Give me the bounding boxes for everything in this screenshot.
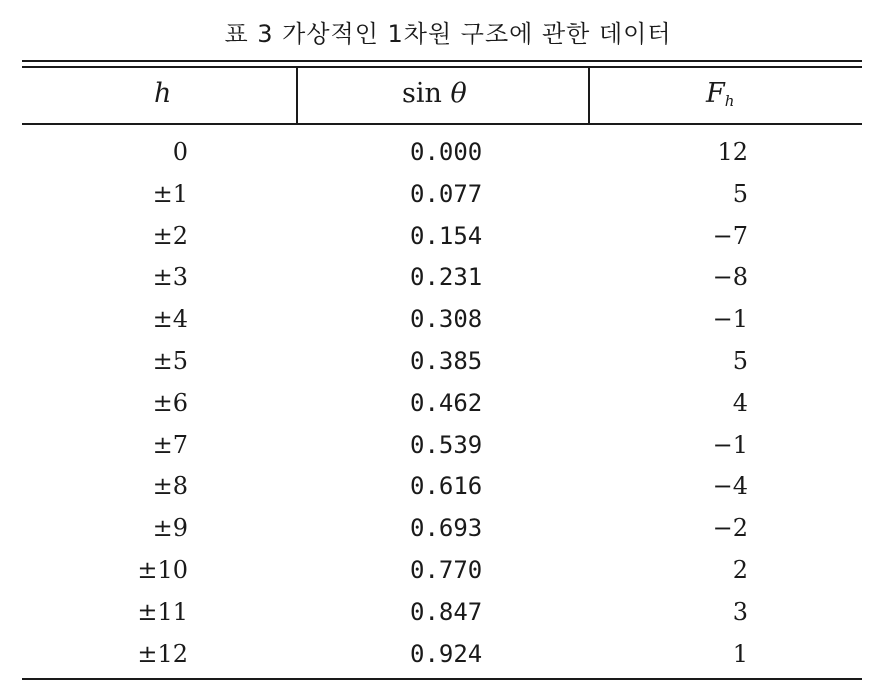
cell-fh: 1	[732, 639, 748, 668]
cell-fh: 5	[732, 179, 748, 208]
table-row	[0, 465, 896, 507]
cell-sin-theta: 0.847	[410, 597, 483, 626]
cell-sin-theta: 0.462	[410, 388, 483, 417]
table-row	[0, 507, 896, 549]
cell-h: ±12	[137, 639, 188, 668]
table-row	[0, 340, 896, 382]
header-sin-theta	[402, 78, 467, 109]
cell-sin-theta: 0.616	[410, 472, 483, 501]
cell-fh: 3	[732, 597, 748, 626]
cell-h: ±8	[152, 472, 188, 501]
header-f-subscript: h	[724, 92, 735, 110]
cell-sin-theta: 0.231	[410, 263, 483, 292]
header-fh	[706, 78, 734, 110]
cell-fh: 12	[717, 138, 748, 166]
table-row	[0, 382, 896, 424]
table-row	[0, 633, 896, 675]
header-sin-label: sin	[402, 78, 442, 109]
cell-h: ±2	[152, 221, 188, 250]
table-row	[0, 424, 896, 466]
cell-fh: −4	[712, 472, 748, 501]
top-rule-inner	[22, 66, 862, 68]
table-row	[0, 173, 896, 215]
cell-h: ±10	[137, 556, 188, 584]
cell-fh: 4	[732, 388, 748, 417]
table-caption: 표 3 가상적인 1차원 구조에 관한 데이터	[224, 20, 672, 48]
header-f-label: F	[706, 78, 725, 109]
cell-fh: −8	[712, 263, 748, 292]
cell-sin-theta: 0.924	[410, 639, 483, 668]
cell-fh: −1	[712, 305, 748, 334]
bottom-rule	[22, 678, 862, 680]
cell-sin-theta: 0.693	[410, 514, 483, 543]
header-h: h	[154, 78, 172, 109]
cell-h: ±11	[137, 597, 188, 626]
top-rule-outer	[22, 60, 862, 62]
header-rule	[22, 123, 862, 125]
cell-h: ±3	[152, 263, 188, 292]
header-theta-label: θ	[450, 78, 467, 109]
table-row	[0, 298, 896, 340]
cell-h: 0	[172, 138, 188, 166]
cell-sin-theta: 0.000	[410, 138, 483, 166]
cell-fh: −1	[712, 430, 748, 459]
cell-sin-theta: 0.077	[410, 179, 483, 208]
cell-fh: −2	[712, 514, 748, 543]
cell-h: ±4	[152, 305, 188, 334]
cell-fh: −7	[712, 221, 748, 250]
cell-h: ±1	[152, 179, 188, 208]
header-divider-2	[588, 66, 590, 124]
table-row	[0, 591, 896, 633]
cell-h: ±5	[152, 347, 188, 375]
cell-h: ±6	[152, 388, 188, 417]
cell-sin-theta: 0.154	[410, 221, 483, 250]
cell-h: ±7	[152, 430, 188, 459]
table-row	[0, 215, 896, 257]
table-row	[0, 549, 896, 591]
table-row	[0, 256, 896, 298]
cell-sin-theta: 0.308	[410, 305, 483, 334]
cell-sin-theta: 0.539	[410, 430, 483, 459]
cell-sin-theta: 0.770	[410, 556, 483, 584]
cell-fh: 2	[732, 556, 748, 584]
table-row	[0, 131, 896, 173]
cell-fh: 5	[732, 347, 748, 375]
cell-sin-theta: 0.385	[410, 347, 483, 375]
cell-h: ±9	[152, 514, 188, 543]
header-divider-1	[296, 66, 298, 124]
